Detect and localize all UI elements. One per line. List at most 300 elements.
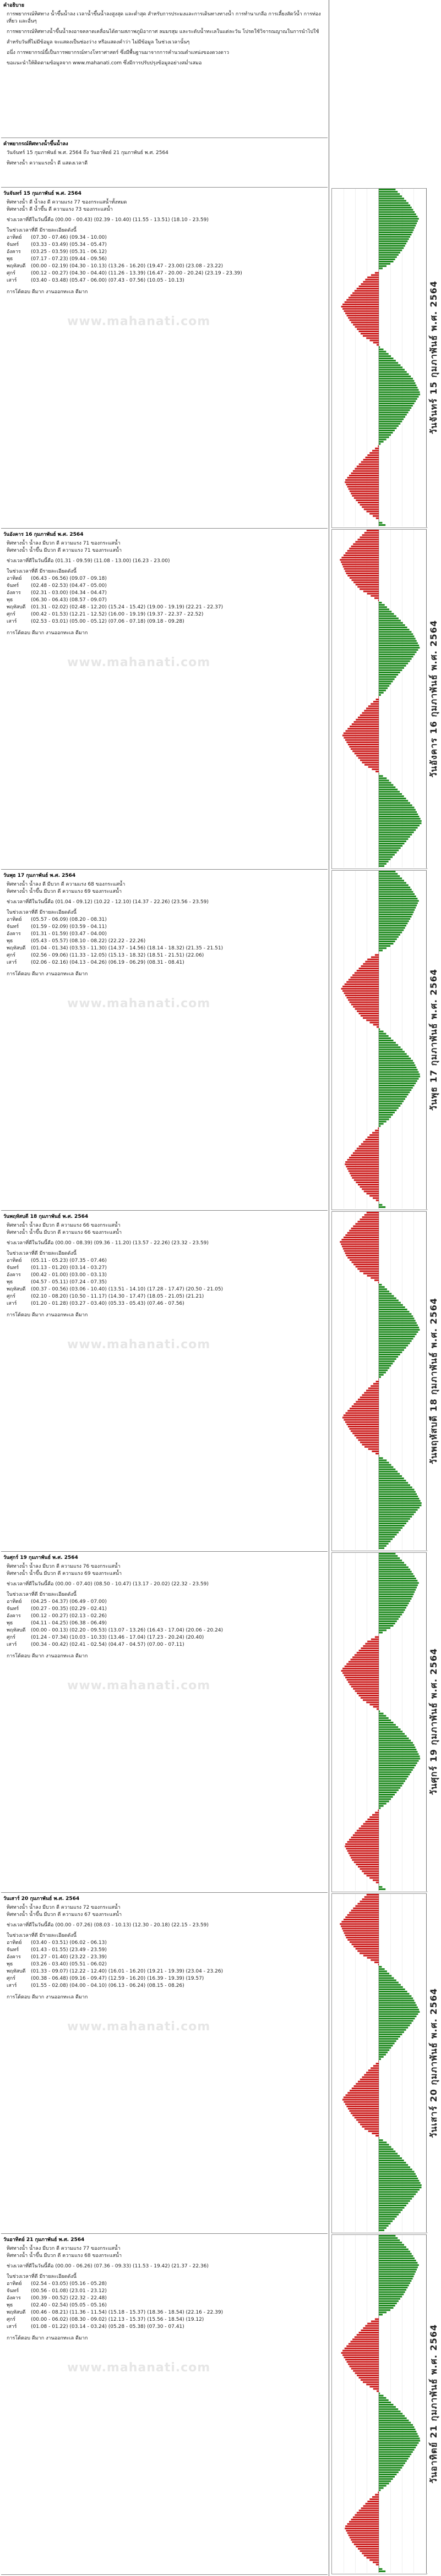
- tide-bar: [377, 1026, 379, 1028]
- tide-bar: [379, 2397, 386, 2399]
- tide-bar: [379, 2146, 391, 2148]
- tide-bar: [379, 1629, 386, 1631]
- tide-bar: [379, 1459, 386, 1461]
- tide-bar: [354, 1179, 379, 1181]
- tide-bar: [379, 1125, 380, 1127]
- tide-bar: [379, 2487, 384, 2489]
- tide-bar: [376, 699, 379, 700]
- tide-bar: [357, 1693, 379, 1694]
- tide-bar: [358, 2081, 379, 2083]
- tide-bar: [367, 277, 379, 278]
- tide-bar: [359, 1145, 379, 1147]
- tide-bar: [379, 649, 418, 651]
- tide-bar: [379, 667, 404, 669]
- tide-bar: [379, 2289, 406, 2291]
- tide-bar: [379, 2476, 395, 2478]
- tide-bar: [346, 1412, 379, 1414]
- tide-bar: [379, 856, 393, 858]
- detail-day: อังคาร: [7, 249, 21, 255]
- tide-bar: [379, 2303, 397, 2304]
- tide-bar: [344, 1419, 379, 1421]
- detail-day: จันทร์: [7, 2288, 19, 2294]
- tide-bar: [358, 1184, 379, 1185]
- tide-bar: [379, 1327, 419, 1328]
- tide-bar: [379, 845, 402, 847]
- tide-bar: [379, 2144, 389, 2145]
- detail-day: จันทร์: [7, 1947, 19, 1953]
- tide-bar: [379, 1720, 391, 1721]
- tide-bar: [379, 2471, 399, 2473]
- tide-bar: [368, 705, 379, 707]
- tide-bar: [379, 411, 409, 413]
- tide-bar: [379, 1098, 405, 1100]
- tide-bar: [379, 2273, 415, 2275]
- tide-bar: [379, 645, 419, 646]
- tide-bar: [357, 328, 379, 330]
- tide-bar: [350, 726, 379, 727]
- detail-times: (00.42 - 01.00) (03.00 - 03.13): [31, 1272, 107, 1278]
- tide-bar: [379, 1541, 390, 1542]
- detail-row: [7, 234, 322, 241]
- tide-bar: [357, 1652, 379, 1654]
- detail-row: [7, 2295, 322, 2302]
- tide-bar: [379, 2189, 420, 2190]
- detail-times: (02.40 - 02.54) (05.05 - 05.16): [31, 2303, 107, 2308]
- tide-bar: [379, 2221, 393, 2222]
- tide-bar: [379, 2447, 416, 2448]
- tide-bar: [361, 2379, 379, 2381]
- tide-bar: [352, 2338, 379, 2340]
- tide-bar: [379, 1514, 414, 1515]
- tide-bar: [379, 1559, 402, 1561]
- tide-bar: [375, 1453, 379, 1454]
- tide-bar: [379, 2196, 414, 2198]
- tide-bar: [379, 427, 396, 429]
- tide-bar: [349, 1428, 379, 1430]
- tide-chart: [331, 529, 427, 869]
- tide-bar: [347, 2532, 379, 2534]
- tide-bar: [379, 927, 405, 929]
- tide-bar: [379, 1096, 407, 1097]
- tide-bar: [351, 2368, 379, 2370]
- day-footer: การโต้ตอบ ดีมาก งานออกทะเล ดีมาก: [7, 1995, 88, 2000]
- summary-title: คำพยากรณ์ทิศทางน้ำขึ้นน้ำลง: [3, 141, 68, 147]
- tide-bar: [366, 2072, 379, 2073]
- tide-bar: [378, 1378, 379, 1380]
- tide-bar: [379, 827, 418, 828]
- tide-bar: [350, 1259, 379, 1261]
- tide-bar: [379, 2462, 405, 2464]
- tide-bar: [379, 1785, 402, 1787]
- tide-bar: [379, 2176, 417, 2177]
- tide-bar: [379, 793, 402, 795]
- tide-bar: [363, 963, 379, 965]
- tide-bar: [355, 1654, 379, 1656]
- tide-bar: [369, 1134, 379, 1136]
- tide-chart: [331, 188, 427, 528]
- detail-day: พฤหัสบดี: [7, 946, 26, 951]
- detail-row: [7, 1300, 322, 1308]
- tide-bar: [379, 1970, 387, 1972]
- tide-bar: [379, 1331, 418, 1333]
- tide-bar: [353, 1152, 379, 1154]
- tide-bar: [379, 936, 399, 938]
- tide-bar: [379, 358, 394, 359]
- tide-bar: [351, 2539, 379, 2541]
- tide-bar: [371, 703, 379, 705]
- tide-bar: [379, 863, 386, 865]
- day-side-label-text: วันอาทิตย์ 21 กุมภาพันธ์ พ.ศ. 2564: [428, 2324, 439, 2484]
- tide-bar: [355, 1435, 379, 1436]
- tide-bar: [363, 459, 379, 460]
- current-line: ทิศทางน้ำ น้ำลง มีบวก ดี ความแรง 76 ของกระแสน้ำ: [7, 1564, 121, 1569]
- tide-bar: [379, 1502, 422, 1504]
- day-side-label-text: วันอังคาร 16 กุมภาพันธ์ พ.ศ. 2564: [428, 619, 439, 778]
- detail-times: (00.00 - 02.19) (04.30 - 10.13) (13.26 - 16.20) (19.47 - 23.00) (23.08 - 23.22): [31, 263, 224, 269]
- tide-bar: [362, 534, 379, 536]
- tide-bar: [367, 1275, 379, 1277]
- tide-bar: [348, 317, 379, 318]
- tide-bar: [379, 2266, 418, 2268]
- tide-bar: [379, 1567, 409, 1568]
- tide-bar: [342, 735, 379, 737]
- detail-day: อาทิตย์: [7, 917, 22, 922]
- detail-day: พุธ: [7, 1962, 13, 1967]
- tide-bar: [347, 575, 379, 576]
- tide-bar: [351, 1658, 379, 1660]
- tide-bar: [349, 746, 379, 748]
- tide-bar: [379, 227, 415, 229]
- tide-bar: [379, 1589, 416, 1591]
- tide-bar: [358, 757, 379, 759]
- detail-row: [7, 1279, 322, 1286]
- detail-day: อาทิตย์: [7, 2281, 22, 2287]
- tide-bar: [379, 2139, 383, 2141]
- tide-bar: [367, 1894, 379, 1896]
- tide-bar: [379, 362, 398, 364]
- tide-bar: [372, 2496, 379, 2498]
- detail-times: (03.40 - 03.48) (05.47 - 06.00) (07.43 - 07.56) (10.05 - 10.13): [31, 278, 184, 283]
- tide-bar: [353, 543, 379, 545]
- detail-row: [7, 1293, 322, 1300]
- tide-bar: [379, 1594, 413, 1595]
- tide-bar: [379, 213, 416, 215]
- tide-bar: [344, 2096, 379, 2098]
- tide-bar: [358, 1903, 379, 1904]
- day-title: วันอังคาร 16 กุมภาพันธ์ พ.ศ. 2564: [3, 532, 84, 537]
- tide-bar: [379, 1500, 421, 1502]
- tide-bar: [358, 539, 379, 540]
- tide-bar: [366, 2503, 379, 2504]
- tide-bar: [354, 721, 379, 723]
- tide-bar: [379, 2480, 391, 2482]
- tide-bar: [379, 1071, 419, 1073]
- tide-bar: [364, 2555, 379, 2556]
- day-footer: การโต้ตอบ ดีมาก งานออกทะเล ดีมาก: [7, 1312, 88, 1318]
- tide-bar: [379, 834, 412, 836]
- tide-bar: [362, 2552, 379, 2554]
- tide-bar: [379, 2054, 386, 2056]
- tide-bar: [379, 2031, 404, 2033]
- tide-bar: [356, 1266, 379, 1267]
- intro-paragraph: การพยากรณ์ทิศทาง น้ำขึ้นน้ำลง เวลาน้ำขึ้นน้ำลงสูงสุด และต่ำสุด สำหรับการประมงและการเดินทางทางน้ำ การทำนาเกลือ การเลี้ยงสัตว์น้ำ การท่องเที่ยว และอื่นๆ: [7, 12, 321, 24]
- tide-bar: [379, 2218, 395, 2220]
- tide-bar: [342, 1672, 379, 1674]
- tide-bar: [346, 1166, 379, 1167]
- tide-bar: [364, 1214, 379, 1216]
- tide-bar: [379, 2426, 414, 2428]
- tide-bar: [379, 1623, 395, 1624]
- tide-bar: [345, 1234, 379, 1236]
- tide-bar: [379, 1354, 400, 1355]
- tide-bar: [345, 552, 379, 554]
- tide-bar: [369, 1195, 379, 1196]
- tide-bar: [375, 1130, 379, 1132]
- tide-bar: [379, 240, 407, 242]
- current-line: ทิศทางน้ำ น้ำขึ้น มีบวก ดี ความแรง 69 ของกระแสน้ำ: [7, 1571, 122, 1577]
- tide-bar: [379, 434, 391, 436]
- tide-bar: [367, 454, 379, 456]
- watermark: www.mahanati.com: [67, 2361, 211, 2375]
- day-side-label-text: วันจันทร์ 15 กุมภาพันธ์ พ.ศ. 2564: [428, 281, 439, 435]
- watermark: www.mahanati.com: [67, 315, 211, 328]
- tide-bar: [367, 1819, 379, 1820]
- tide-bar: [379, 1498, 419, 1500]
- tide-bar: [379, 2211, 401, 2213]
- tide-bar: [379, 1031, 384, 1032]
- tide-bar: [358, 502, 379, 503]
- tide-bar: [379, 1982, 399, 1984]
- day-side-label-text: วันศุกร์ 19 กุมภาพันธ์ พ.ศ. 2564: [428, 1648, 439, 1795]
- tide-bar: [371, 1385, 379, 1387]
- tide-bar: [379, 1322, 417, 1324]
- tide-bar: [351, 473, 379, 474]
- tide-bar: [379, 252, 400, 254]
- detail-times: (01.08 - 01.22) (03.14 - 03.24) (05.28 - 05.38) (07.30 - 07.41): [31, 2324, 184, 2330]
- tide-bar: [356, 2119, 379, 2121]
- detail-day: พฤหัสบดี: [7, 1287, 26, 1292]
- tide-bar: [379, 2011, 420, 2013]
- tide-bar: [379, 1295, 394, 1297]
- tide-bar: [379, 234, 411, 235]
- tide-bar: [379, 2490, 380, 2491]
- tide-bar: [379, 672, 400, 673]
- detail-times: (01.55 - 02.08) (04.00 - 04.10) (06.13 - 06.24) (08.15 - 08.26): [31, 1983, 184, 1989]
- tide-bar: [377, 344, 379, 345]
- tide-bar: [379, 2300, 399, 2302]
- tide-bar: [351, 1430, 379, 1432]
- current-line: ทิศทางน้ำ น้ำขึ้น มีบวก ดี ความแรง 71 ของกระแสน้ำ: [7, 548, 122, 553]
- tide-bar: [363, 1699, 379, 1701]
- tide-bar: [379, 1333, 417, 1335]
- tide-bar: [379, 254, 399, 256]
- detail-times: (03.25 - 03.59) (05.31 - 06.12): [31, 249, 107, 255]
- tide-bar: [368, 766, 379, 768]
- tide-bar: [379, 1713, 384, 1715]
- tide-bar: [361, 283, 379, 285]
- detail-row: [7, 1606, 322, 1613]
- tide-bar: [346, 573, 379, 574]
- tide-bar: [379, 2453, 411, 2455]
- tide-bar: [366, 2383, 379, 2385]
- tide-bar: [352, 579, 379, 581]
- tide-bar: [379, 2166, 410, 2168]
- tide-bar: [379, 1511, 416, 1513]
- tide-bar: [379, 1808, 380, 1809]
- tide-bar: [363, 591, 379, 592]
- tide-bar: [379, 811, 417, 813]
- tide-bar: [363, 1823, 379, 1825]
- tide-bar: [353, 1834, 379, 1836]
- tide-bar: [379, 2249, 409, 2250]
- tide-bar: [379, 2474, 396, 2475]
- tide-bar: [379, 1794, 395, 1795]
- tide-bar: [379, 613, 394, 615]
- tide-bar: [379, 211, 415, 213]
- tide-bar: [347, 1159, 379, 1161]
- detail-day: จันทร์: [7, 1265, 19, 1271]
- tide-bar: [357, 2512, 379, 2514]
- tide-bar: [379, 385, 416, 386]
- tide-bar: [379, 1087, 413, 1089]
- tide-bar: [379, 843, 405, 844]
- tide-bar: [379, 1311, 410, 1312]
- tide-bar: [379, 1886, 382, 1888]
- tide-bar: [369, 2498, 379, 2500]
- tide-bar: [379, 694, 381, 696]
- tide-bar: [379, 1493, 417, 1495]
- tide-bar: [375, 2494, 379, 2496]
- tide-bar: [379, 1464, 391, 1466]
- tide-bar: [364, 2074, 379, 2076]
- tide-bar: [355, 326, 379, 328]
- tide-bar: [379, 2151, 395, 2152]
- tide-bar: [379, 800, 408, 801]
- tide-bar: [379, 403, 415, 404]
- detail-day: อังคาร: [7, 1272, 21, 1278]
- tide-bar: [362, 1444, 379, 1446]
- tide-bar: [379, 1527, 402, 1529]
- tide-bar: [343, 1248, 379, 1250]
- detail-head: ในช่วงเวลาที่ดี มีรายละเอียดดังนี้: [7, 1933, 77, 1938]
- tide-bar: [379, 2047, 391, 2048]
- tide-bar: [379, 2460, 407, 2462]
- detail-times: (06.43 - 06.56) (09.07 - 09.18): [31, 576, 107, 581]
- detail-times: (00.00 - 06.02) (08.30 - 09.02) (12.13 - 15.37) (15.56 - 18.54) (19.12): [31, 2317, 204, 2322]
- tide-bar: [379, 1469, 395, 1470]
- tide-bar: [349, 2343, 379, 2345]
- tide-bar: [379, 1048, 402, 1050]
- tide-bar: [379, 245, 405, 246]
- current-line: ทิศทางน้ำ น้ำขึ้น มีบวก ดี ความแรง 68 ของกระแสน้ำ: [7, 2253, 122, 2259]
- tide-bar: [379, 2298, 400, 2300]
- tide-bar: [373, 2065, 379, 2067]
- tide-bar: [349, 475, 379, 476]
- tide-bar: [379, 685, 389, 686]
- detail-row: [7, 249, 322, 256]
- detail-times: (01.24 - 07.34) (10.03 - 10.33) (13.46 - 17.04) (17.23 - 20.24) (20.40): [31, 1635, 204, 1640]
- tide-bar: [379, 1112, 395, 1113]
- tide-bar: [363, 2381, 379, 2383]
- tide-bar: [345, 739, 379, 741]
- tide-bar: [379, 918, 410, 920]
- tide-bar: [379, 1986, 403, 1988]
- tide-bar: [379, 683, 391, 684]
- tide-bar: [379, 380, 414, 382]
- tide-bar: [379, 1064, 415, 1066]
- tide-bar: [379, 1062, 414, 1064]
- watermark: www.mahanati.com: [67, 997, 211, 1010]
- detail-row: [7, 256, 322, 263]
- tide-bar: [366, 337, 379, 339]
- tide-bar: [379, 1789, 399, 1791]
- tide-bar: [379, 191, 398, 193]
- tide-bar: [366, 1019, 379, 1021]
- tide-bar: [349, 2534, 379, 2536]
- detail-head: ในช่วงเวลาที่ดี มีรายละเอียดดังนี้: [7, 2274, 77, 2280]
- tide-bar: [379, 1121, 386, 1122]
- tide-bar: [379, 2262, 417, 2264]
- tide-bar: [357, 1148, 379, 1150]
- tide-bar: [379, 1760, 419, 1762]
- tide-bar: [379, 854, 395, 855]
- tide-bar: [359, 1013, 379, 1014]
- tide-bar: [379, 676, 396, 678]
- tide-bar: [379, 243, 406, 244]
- tide-bar: [379, 1796, 393, 1798]
- tide-bar: [379, 608, 389, 610]
- intro-body: [1, 10, 328, 72]
- tide-bar: [362, 762, 379, 764]
- tide-bar: [379, 841, 406, 842]
- tide-bar: [379, 651, 417, 653]
- detail-day: อาทิตย์: [7, 576, 22, 581]
- tide-bar: [359, 1650, 379, 1651]
- tide-bar: [379, 1605, 407, 1606]
- tide-bar: [367, 1212, 379, 1213]
- tide-bar: [379, 631, 411, 633]
- tide-bar: [379, 2467, 402, 2469]
- detail-day: พุธ: [7, 938, 13, 944]
- tide-bar: [342, 1417, 379, 1419]
- tide-bar: [357, 970, 379, 971]
- tide-bar: [379, 920, 409, 922]
- tide-bar: [360, 2550, 379, 2552]
- tide-bar: [379, 2410, 401, 2412]
- tide-bar: [379, 656, 413, 657]
- tide-bar: [369, 513, 379, 514]
- tide-bar: [379, 2198, 412, 2200]
- tide-bar: [341, 988, 379, 990]
- tide-bar: [379, 1625, 394, 1627]
- tide-bar: [344, 1250, 379, 1252]
- tide-bar: [342, 2099, 379, 2101]
- tide-bar: [342, 308, 379, 310]
- tide-bar: [379, 1484, 410, 1486]
- day-side-label: [426, 1893, 440, 2232]
- tide-bar: [379, 1773, 410, 1775]
- tide-bar: [379, 438, 386, 440]
- detail-day: เสาร์: [7, 1301, 17, 1306]
- tide-bar: [360, 2079, 379, 2080]
- tide-bar: [379, 1029, 380, 1030]
- detail-day: เสาร์: [7, 278, 17, 283]
- tide-bar: [379, 202, 409, 204]
- tide-bar: [373, 2562, 379, 2563]
- tide-bar: [378, 1128, 379, 1129]
- tide-bar: [379, 409, 410, 411]
- tide-bar: [379, 1602, 409, 1604]
